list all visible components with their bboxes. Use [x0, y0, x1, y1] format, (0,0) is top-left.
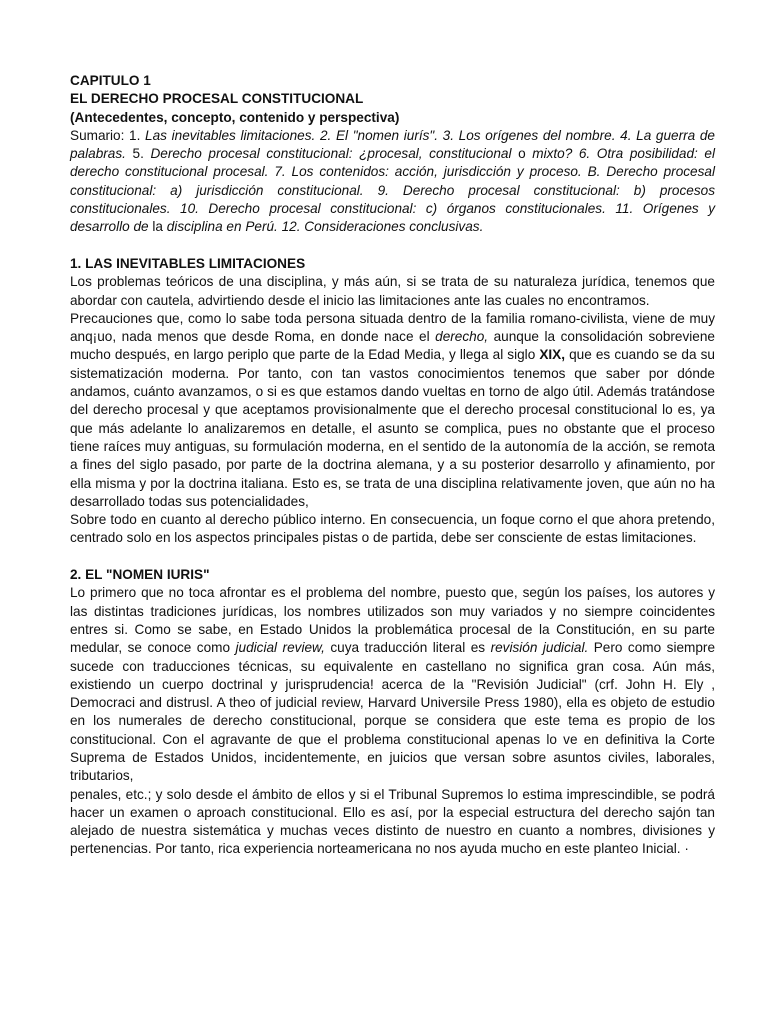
section-2-p1-italic-2: revisión judicial. — [490, 640, 589, 656]
section-1-p2-bold: XIX, — [539, 347, 566, 363]
chapter-subtitle: (Antecedentes, concepto, contenido y perspectiva) — [70, 109, 400, 125]
section-2-p1-italic-1: judicial review, — [235, 640, 325, 656]
section-1-paragraph-3: Sobre todo en cuanto al derecho público interno. En consecuencia, un foque corno el que ahora pretendo, centrado solo en los aspectos principales pistas o de partida, debe ser consciente de estas limitaciones. — [70, 512, 715, 546]
section-2-p1-text-b: cuya traducción literal es — [324, 640, 491, 656]
summary-italic-1: Las inevitables limitaciones. 2. El "nomen iurís". 3. Los orígenes del nombre. 4. La guerra de palabras. — [70, 127, 715, 162]
section-1-p2-text-b: aunque la consolidación sobreviene mucho después, en largo periplo que parte de la Edad Media, y llega al siglo — [70, 329, 715, 363]
section-1-p2-italic: derecho, — [435, 329, 489, 345]
section-2-paragraph-1 — [70, 584, 715, 785]
chapter-number: CAPITULO 1 — [70, 73, 151, 88]
chapter-title: EL DERECHO PROCESAL CONSTITUCIONAL — [70, 91, 364, 107]
summary-text-la: la — [148, 219, 167, 235]
summary-paragraph — [70, 127, 715, 237]
spacer — [70, 548, 715, 566]
summary-italic-2: Derecho procesal constitucional: ¿procesal, constitucional — [150, 146, 512, 162]
summary-text-o: o — [511, 146, 533, 162]
document-page — [70, 72, 715, 859]
section-1-p2-text-c: que es cuando se da su sistematización moderna. Por tanto, con tan vastos conocimientos tenemos que saber por dónde andamos, cuánto avanzamos, o si es que estamos dando vueltas en torno de algo útil. Además tratándose del derecho procesal y que aceptamos provisionalmente que el derecho procesal constitucional lo es, ya que más adelante lo analizaremos en detalle, el asunto se complica, pues no obstante que el proceso tiene raíces muy antiguas, su formulación moderna, en el sentido de la autonomía de la acción, se remota a fines del siglo pasado, por parte de la doctrina alemana, y a su posterior desarrollo y afinamiento, por ella misma y por la doctrina italiana. Esto es, se trata de una disciplina relativamente joven, que aún no ha desarrollado todas sus potencialidades, — [70, 347, 715, 509]
section-2-p1-text-c: Pero como siempre sucede con traducciones técnicas, su equivalente en castellano no significa gran cosa. Aún más, existiendo un cuerpo doctrinal y jurisprudencia! acerca de la "Revisión Judicial" (crf. John H. Ely , Democraci and distrusl. A theo of judicial review, Harvard Universile Press 1980), ella es objeto de estudio en los numerales de derecho constitucional, porque se considera que este tema es propio de los constitucional. Con el agravante de que el problema constitucional apenas lo ve en definitiva la Corte Suprema de Estados Unidos, incidentemente, en juicios que versan sobre asuntos civiles, laborales, tributarios, — [70, 640, 716, 784]
section-2-p1-text-a: Lo primero que no toca afrontar es el problema del nombre, puesto que, según los países, los autores y las distintas tradiciones jurídicas, los nombres utilizados son muy variados y no siempre coincidentes entres si. Como se sabe, en Estado Unidos la problemática procesal de la Constitución, en su parte medular, se conoce como — [70, 585, 715, 656]
section-2-title: 2. EL "NOMEN IURIS" — [70, 567, 210, 583]
summary-text-5: 5. — [125, 146, 151, 162]
section-1-paragraph-2 — [70, 310, 715, 511]
summary-lead: Sumario: 1. — [70, 127, 146, 143]
section-1-title: 1. LAS INEVITABLES LIMITACIONES — [70, 255, 306, 271]
section-2-paragraph-2: penales, etc.; y solo desde el ámbito de ellos y si el Tribunal Supremos lo estima imprescindible, se podrá hacer un examen o aproach constitucional. Ello es así, por la especial estructura del derecho sajón tan alejado de nuestra sistemática y muchas veces distinto de nuestro en cuanto a nombres, divisiones y pertenencias. Por tanto, rica experiencia norteamericana no nos ayuda mucho en este planteo Inicial. · — [70, 786, 715, 857]
section-1-paragraph-1: Los problemas teóricos de una disciplina, y más aún, si se trata de su naturaleza jurídica, tenemos que abordar con cautela, advirtiendo desde el inicio las limitaciones ante las cuales no encontramos. — [70, 274, 715, 308]
summary-italic-4: disciplina en Perú. 12. Consideraciones conclusivas. — [166, 219, 484, 235]
spacer — [70, 237, 715, 255]
section-1-p2-text-a: Precauciones que, como lo sabe toda persona situada dentro de la familia romano-civilista, viene de muy anq¡uo, nada menos que desde Roma, en donde nace el — [70, 310, 715, 345]
summary-italic-3: mixto? 6. Otra posibilidad: el derecho constitucional procesal. 7. Los contenidos: acción, jurisdicción y proceso. B. Derecho procesal constitucional: a) jurisdicción constitucional. 9. Derecho procesal constitucional: b) procesos constitucionales. 10. Derecho procesal constitucional: c) órganos constitucionales. 11. Orígenes y desarrollo de — [70, 146, 715, 235]
